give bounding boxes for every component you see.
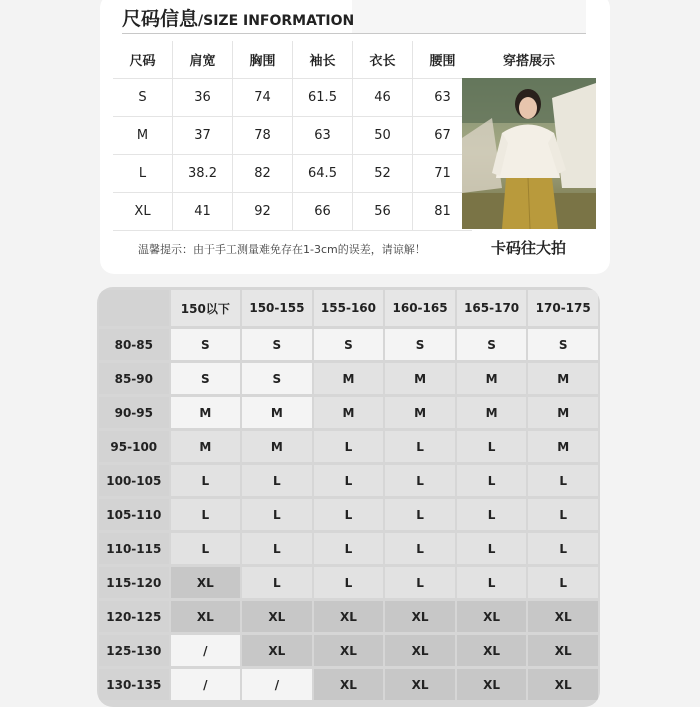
photo-caption: 卡码往大拍 xyxy=(491,239,567,257)
fit-size-cell: S xyxy=(385,329,455,360)
size-header-cell: 袖长 xyxy=(293,41,353,79)
height-header: 150-155 xyxy=(242,290,312,326)
height-header: 155-160 xyxy=(314,290,384,326)
fit-size-cell: L xyxy=(528,499,598,530)
fit-size-cell: S xyxy=(242,363,312,394)
fit-size-cell: M xyxy=(528,431,598,462)
fit-size-cell: M xyxy=(457,363,527,394)
weight-row-label: 125-130 xyxy=(99,635,169,666)
height-header: 165-170 xyxy=(457,290,527,326)
weight-row-label: 120-125 xyxy=(99,601,169,632)
size-cell: 61.5 xyxy=(293,79,353,117)
weight-row-label: 110-115 xyxy=(99,533,169,564)
fit-size-cell: XL xyxy=(314,601,384,632)
model-photo xyxy=(462,78,596,229)
fit-size-cell: XL xyxy=(171,601,241,632)
fit-size-cell: / xyxy=(171,669,241,700)
weight-row-label: 90-95 xyxy=(99,397,169,428)
fit-size-cell: XL xyxy=(528,635,598,666)
fit-size-cell: XL xyxy=(457,601,527,632)
fit-table xyxy=(97,287,600,703)
fit-size-cell: / xyxy=(242,669,312,700)
table-row xyxy=(99,533,598,564)
table-row xyxy=(99,397,598,428)
size-cell: 67 xyxy=(413,117,473,155)
size-cell: 41 xyxy=(173,193,233,231)
size-cell: 92 xyxy=(233,193,293,231)
fit-size-cell: L xyxy=(528,533,598,564)
fit-size-cell: L xyxy=(171,499,241,530)
size-cell: S xyxy=(113,79,173,117)
size-cell: 63 xyxy=(413,79,473,117)
fit-header-row xyxy=(99,290,598,326)
weight-row-label: 80-85 xyxy=(99,329,169,360)
fit-size-cell: M xyxy=(457,397,527,428)
title-cn: 尺码信息 xyxy=(122,8,199,30)
fit-size-cell: L xyxy=(314,465,384,496)
fit-chart xyxy=(97,287,600,707)
fit-size-cell: L xyxy=(385,567,455,598)
fit-size-cell: S xyxy=(457,329,527,360)
photo-header: 穿搭展示 xyxy=(502,54,555,69)
fit-size-cell: XL xyxy=(314,669,384,700)
weight-row-label: 100-105 xyxy=(99,465,169,496)
fit-size-cell: L xyxy=(314,431,384,462)
measurement-note: 温馨提示：由于手工测量难免存在1-3cm的误差，请谅解！ xyxy=(138,243,426,256)
fit-size-cell: L xyxy=(457,499,527,530)
fit-size-cell: L xyxy=(457,431,527,462)
fit-size-cell: S xyxy=(171,329,241,360)
fit-size-cell: XL xyxy=(385,669,455,700)
table-row xyxy=(99,431,598,462)
table-row xyxy=(113,79,472,117)
size-header-cell: 肩宽 xyxy=(173,41,233,79)
fit-size-cell: L xyxy=(171,533,241,564)
weight-row-label: 85-90 xyxy=(99,363,169,394)
size-cell: 78 xyxy=(233,117,293,155)
fit-size-cell: XL xyxy=(242,601,312,632)
fit-size-cell: M xyxy=(171,431,241,462)
fit-size-cell: XL xyxy=(171,567,241,598)
fit-size-cell: XL xyxy=(457,635,527,666)
fit-size-cell: XL xyxy=(528,601,598,632)
fit-size-cell: L xyxy=(385,465,455,496)
table-row xyxy=(99,669,598,700)
fit-size-cell: XL xyxy=(314,635,384,666)
fit-size-cell: L xyxy=(528,465,598,496)
size-cell: 71 xyxy=(413,155,473,193)
fit-size-cell: L xyxy=(171,465,241,496)
fit-size-cell: L xyxy=(314,499,384,530)
page-title xyxy=(122,4,354,31)
title-divider xyxy=(122,33,586,34)
fit-size-cell: L xyxy=(242,499,312,530)
fit-size-cell: XL xyxy=(528,669,598,700)
weight-row-label: 105-110 xyxy=(99,499,169,530)
size-table xyxy=(113,41,472,231)
model-photo-illustration xyxy=(462,78,596,229)
fit-size-cell: M xyxy=(385,397,455,428)
title-box xyxy=(352,0,586,34)
size-header-cell: 尺码 xyxy=(113,41,173,79)
fit-size-cell: M xyxy=(242,397,312,428)
height-header: 150以下 xyxy=(171,290,241,326)
size-cell: 38.2 xyxy=(173,155,233,193)
fit-size-cell: L xyxy=(242,533,312,564)
fit-size-cell: S xyxy=(528,329,598,360)
size-cell: 66 xyxy=(293,193,353,231)
size-header-cell: 胸围 xyxy=(233,41,293,79)
table-row xyxy=(113,155,472,193)
table-row xyxy=(99,567,598,598)
size-cell: M xyxy=(113,117,173,155)
fit-size-cell: L xyxy=(242,465,312,496)
table-row xyxy=(99,635,598,666)
size-header-cell: 衣长 xyxy=(353,41,413,79)
fit-size-cell: M xyxy=(314,397,384,428)
fit-size-cell: L xyxy=(457,567,527,598)
size-table-header xyxy=(113,41,472,79)
size-cell: 82 xyxy=(233,155,293,193)
size-cell: 81 xyxy=(413,193,473,231)
title-en: /SIZE INFORMATION xyxy=(198,13,355,29)
fit-size-cell: / xyxy=(171,635,241,666)
fit-size-cell: XL xyxy=(385,601,455,632)
fit-size-cell: M xyxy=(171,397,241,428)
weight-row-label: 115-120 xyxy=(99,567,169,598)
size-cell: 64.5 xyxy=(293,155,353,193)
size-cell: 56 xyxy=(353,193,413,231)
table-row xyxy=(99,363,598,394)
height-header: 160-165 xyxy=(385,290,455,326)
height-header: 170-175 xyxy=(528,290,598,326)
size-cell: 46 xyxy=(353,79,413,117)
fit-size-cell: S xyxy=(242,329,312,360)
fit-size-cell: L xyxy=(457,465,527,496)
fit-size-cell: XL xyxy=(457,669,527,700)
size-header-cell: 腰围 xyxy=(413,41,473,79)
table-row xyxy=(99,329,598,360)
fit-size-cell: M xyxy=(242,431,312,462)
weight-row-label: 130-135 xyxy=(99,669,169,700)
table-row xyxy=(113,193,472,231)
size-cell: 50 xyxy=(353,117,413,155)
fit-size-cell: M xyxy=(528,363,598,394)
size-cell: 74 xyxy=(233,79,293,117)
fit-size-cell: L xyxy=(385,533,455,564)
table-row xyxy=(99,465,598,496)
table-row xyxy=(99,499,598,530)
fit-size-cell: L xyxy=(385,431,455,462)
fit-size-cell: M xyxy=(528,397,598,428)
fit-size-cell: L xyxy=(242,567,312,598)
fit-size-cell: S xyxy=(171,363,241,394)
fit-size-cell: XL xyxy=(385,635,455,666)
fit-size-cell: L xyxy=(385,499,455,530)
fit-size-cell: L xyxy=(457,533,527,564)
fit-size-cell: XL xyxy=(242,635,312,666)
corner-cell xyxy=(99,290,169,326)
size-cell: 37 xyxy=(173,117,233,155)
table-row xyxy=(113,117,472,155)
fit-size-cell: L xyxy=(314,533,384,564)
table-row xyxy=(99,601,598,632)
fit-size-cell: L xyxy=(528,567,598,598)
fit-size-cell: S xyxy=(314,329,384,360)
size-cell: 52 xyxy=(353,155,413,193)
size-cell: L xyxy=(113,155,173,193)
fit-size-cell: M xyxy=(314,363,384,394)
size-cell: XL xyxy=(113,193,173,231)
fit-size-cell: L xyxy=(314,567,384,598)
size-cell: 36 xyxy=(173,79,233,117)
size-cell: 63 xyxy=(293,117,353,155)
fit-size-cell: M xyxy=(385,363,455,394)
weight-row-label: 95-100 xyxy=(99,431,169,462)
